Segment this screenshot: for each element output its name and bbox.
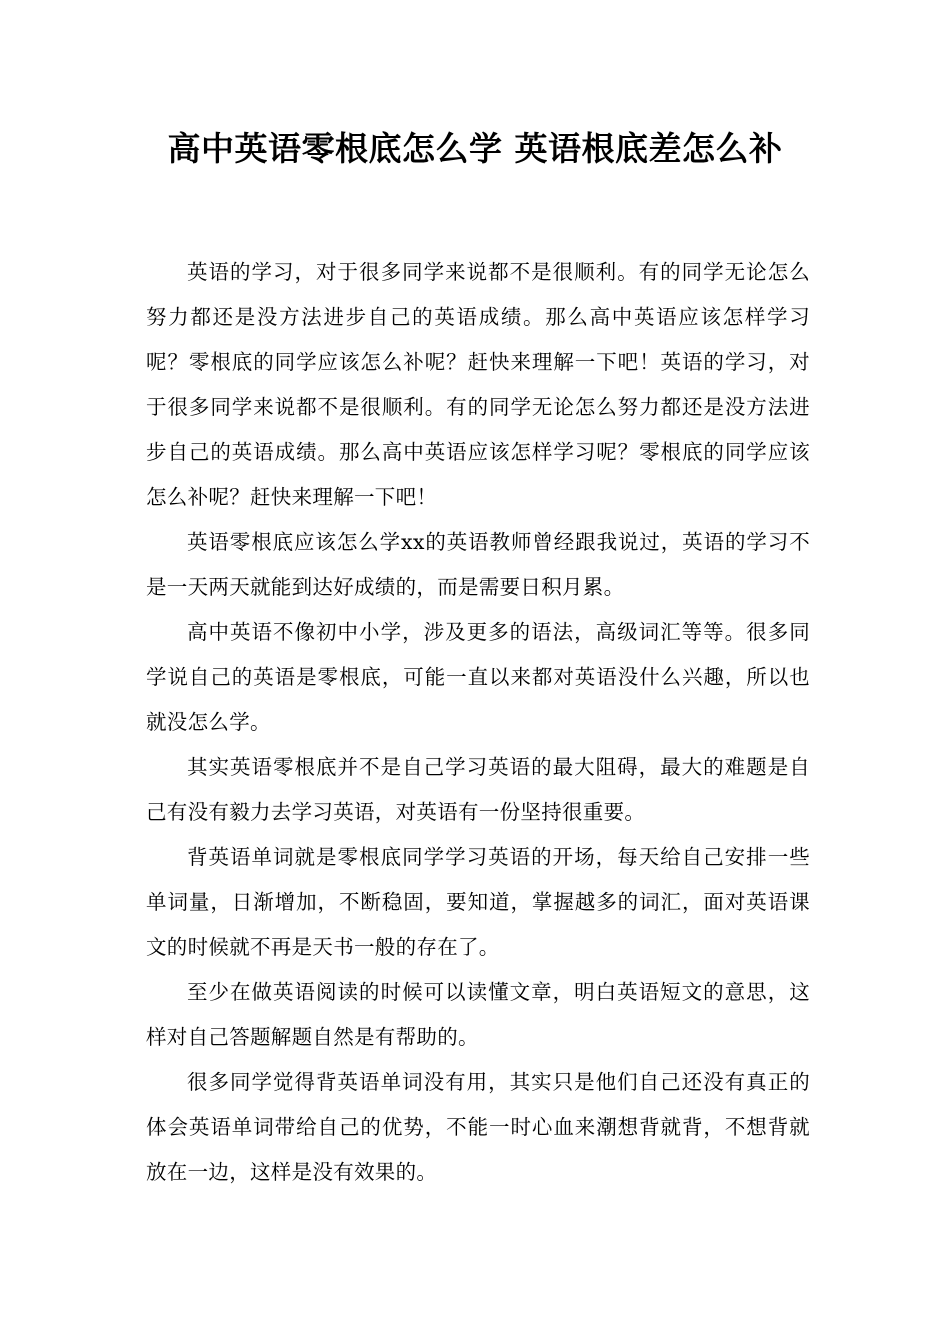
paragraph: 英语零根底应该怎么学xx的英语教师曾经跟我说过，英语的学习不是一天两天就能到达好成绩的，而是需要日积月累。 <box>146 530 810 599</box>
paragraph: 其实英语零根底并不是自己学习英语的最大阻碍，最大的难题是自己有没有毅力去学习英语，对英语有一份坚持很重要。 <box>146 755 810 824</box>
document-title: 高中英语零根底怎么学 英语根底差怎么补 <box>167 129 783 168</box>
paragraph: 至少在做英语阅读的时候可以读懂文章，明白英语短文的意思，这样对自己答题解题自然是有帮助的。 <box>146 980 810 1049</box>
document-body <box>146 250 810 1195</box>
paragraph: 英语的学习，对于很多同学来说都不是很顺利。有的同学无论怎么努力都还是没方法进步自己的英语成绩。那么高中英语应该怎样学习呢？零根底的同学应该怎么补呢？赶快来理解一下吧！英语的学习，对于很多同学来说都不是很顺利。有的同学无论怎么努力都还是没方法进步自己的英语成绩。那么高中英语应该怎样学习呢？零根底的同学应该怎么补呢？赶快来理解一下吧！ <box>146 260 810 509</box>
paragraph: 很多同学觉得背英语单词没有用，其实只是他们自己还没有真正的体会英语单词带给自己的优势，不能一时心血来潮想背就背，不想背就放在一边，这样是没有效果的。 <box>146 1070 810 1184</box>
paragraph: 高中英语不像初中小学，涉及更多的语法，高级词汇等等。很多同学说自己的英语是零根底，可能一直以来都对英语没什么兴趣，所以也就没怎么学。 <box>146 620 810 734</box>
paragraph: 背英语单词就是零根底同学学习英语的开场，每天给自己安排一些单词量，日渐增加，不断稳固，要知道，掌握越多的词汇，面对英语课文的时候就不再是天书一般的存在了。 <box>146 845 810 959</box>
